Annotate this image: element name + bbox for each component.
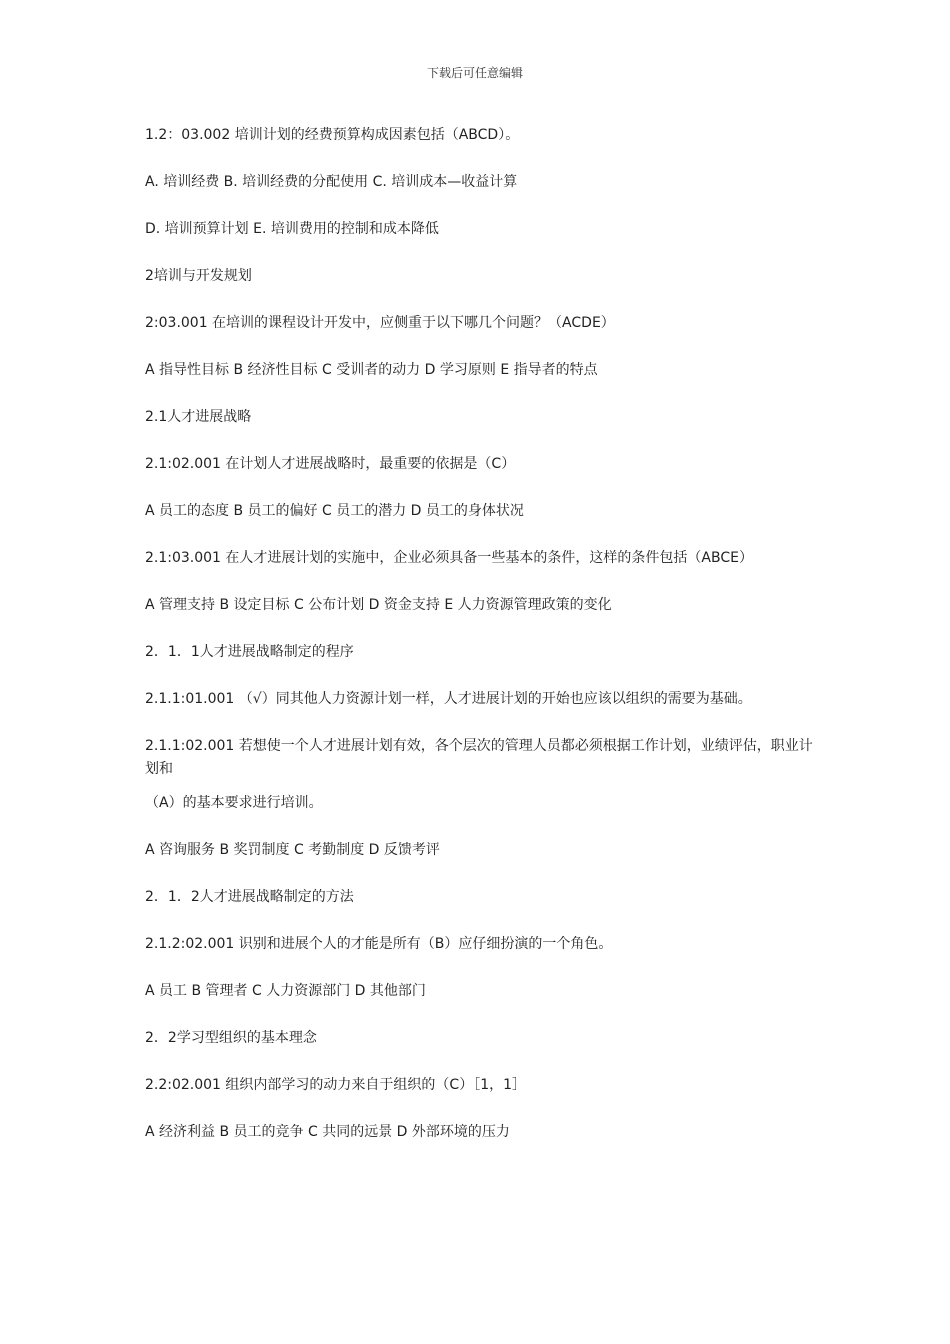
option-line: A 经济利益 B 员工的竞争 C 共同的远景 D 外部环境的压力	[145, 1124, 510, 1140]
document-body	[145, 124, 815, 1168]
question-line: 2.1:03.001 在人才进展计划的实施中，企业必须具备一些基本的条件，这样的条件包括（ABCE）	[145, 550, 753, 566]
page-header: 下载后可任意编辑	[426, 66, 523, 80]
section-heading: 2培训与开发规划	[145, 268, 252, 284]
question-continuation: （A）的基本要求进行培训。	[145, 795, 323, 811]
option-line: A 咨询服务 B 奖罚制度 C 考勤制度 D 反馈考评	[145, 842, 440, 858]
question-line: 2.1.2:02.001 识别和进展个人的才能是所有（B）应仔细扮演的一个角色。	[145, 936, 613, 952]
question-line: 2:03.001 在培训的课程设计开发中，应侧重于以下哪几个问题？（ACDE）	[145, 315, 615, 331]
section-heading: 2.1人才进展战略	[145, 409, 252, 425]
option-line: A. 培训经费 B. 培训经费的分配使用 C. 培训成本—收益计算	[145, 174, 518, 190]
question-line: 1.2：03.002 培训计划的经费预算构成因素包括（ABCD）。	[145, 127, 520, 143]
section-heading: 2．1．1人才进展战略制定的程序	[145, 644, 354, 660]
question-line: 2.2:02.001 组织内部学习的动力来自于组织的（C）［1，1］	[145, 1077, 527, 1093]
question-line: 2.1.1:01.001 （√）同其他人力资源计划一样，人才进展计划的开始也应该以组织的需要为基础。	[145, 691, 752, 707]
option-line: A 指导性目标 B 经济性目标 C 受训者的动力 D 学习原则 E 指导者的特点	[145, 362, 598, 378]
option-line: A 管理支持 B 设定目标 C 公布计划 D 资金支持 E 人力资源管理政策的变化	[145, 597, 612, 613]
option-line: A 员工 B 管理者 C 人力资源部门 D 其他部门	[145, 983, 426, 999]
question-line: 2.1:02.001 在计划人才进展战略时，最重要的依据是（C）	[145, 456, 516, 472]
section-heading: 2．1．2人才进展战略制定的方法	[145, 889, 354, 905]
question-line: 2.1.1:02.001 若想使一个人才进展计划有效，各个层次的管理人员都必须根据工作计划，业绩评估，职业计划和	[145, 738, 813, 777]
option-line: D. 培训预算计划 E. 培训费用的控制和成本降低	[145, 221, 439, 237]
section-heading: 2．2学习型组织的基本理念	[145, 1030, 317, 1046]
option-line: A 员工的态度 B 员工的偏好 C 员工的潜力 D 员工的身体状况	[145, 503, 524, 519]
